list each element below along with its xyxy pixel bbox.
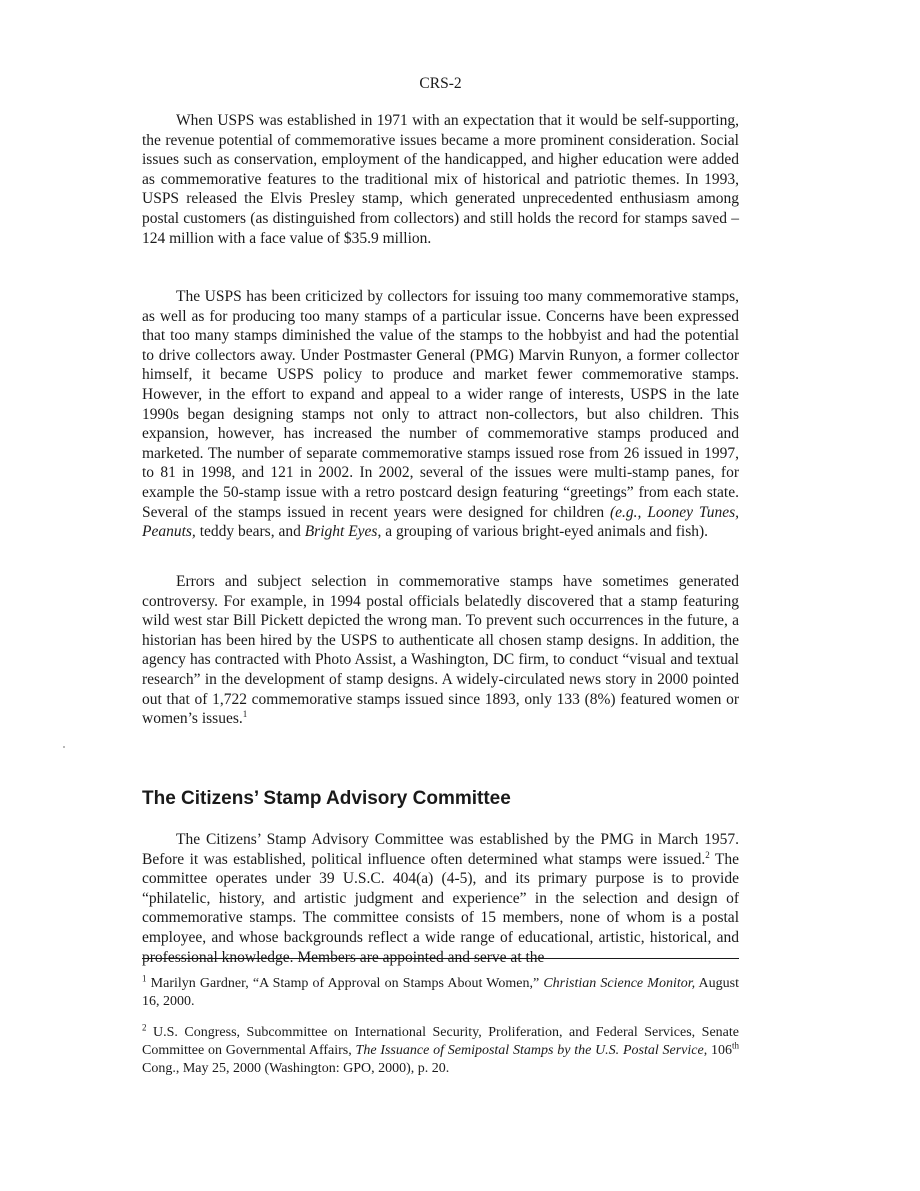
italic-title: Bright Eyes [304,523,378,541]
paragraph-errors-controversy [142,572,739,729]
footnote-divider [142,958,739,959]
footnote-ref-2: 2 [705,849,710,860]
footnote-ordinal: th [732,1040,740,1051]
footnote-text: U.S. Congress, Subcommittee on International Security, Proliferation, and Federal Services, Senate Committee on Governmental Affairs, [142,1025,739,1058]
scan-speck [63,746,65,748]
footnote-ref-1: 1 [242,709,248,719]
paragraph-text: The Citizens’ Stamp Advisory Committee was established by the PMG in March 1957. Before it was established, political influence often determined what stamps were issued. [142,831,739,868]
footnote-2 [142,1024,739,1078]
page-number: CRS-2 [419,75,462,92]
footnote-number: 1 [142,973,147,984]
section-heading: The Citizens’ Stamp Advisory Committee [142,788,511,809]
footnote-number: 2 [142,1022,147,1033]
footnote-text: Cong., May 25, 2000 (Washington: GPO, 2000), p. 20. [142,1061,450,1076]
italic-examples: (e.g., Looney Tunes, Peanuts, [142,503,739,541]
paragraph-text: teddy bears, and [195,523,305,541]
footnote-italic: The Issuance of Semipostal Stamps by the U.S. Postal Service [355,1043,704,1058]
paragraph-advisory-committee [142,830,739,967]
footnote-1 [142,975,739,1011]
paragraph-text: , a grouping of various bright-eyed animals and fish). [377,523,709,541]
paragraph-commemorative-criticism [142,287,739,542]
footnote-text: August 16, 2000. [142,976,739,1009]
paragraph-text: The committee operates under 39 U.S.C. 404(a) (4-5), and its primary purpose is to provide “philatelic, history, and artistic judgment and experience” in the selection and design of commemorative stamps. The committee consists of 15 members, none of whom is a postal employee, and whose backgrounds reflect a wide range of educational, artistic, historical, and professional knowledge. Members are appointed and serve at the [142,850,739,966]
paragraph-text: Errors and subject selection in commemorative stamps have sometimes generated controversy. For example, in 1994 postal officials belatedly discovered that a stamp featuring wild west star Bill Pickett depicted the wrong man. To prevent such occurrences in the future, a historian has been hired by the USPS to authenticate all chosen stamp designs. In addition, the agency has contracted with Photo Assist, a Washington, DC firm, to conduct “visual and textual research” in the development of stamp designs. A widely-circulated news story in 2000 pointed out that of 1,722 commemorative stamps issued since 1893, only 133 (8%) featured women or women’s issues. [142,573,739,728]
footnote-text: Marilyn Gardner, “A Stamp of Approval on Stamps About Women,” [146,976,544,991]
paragraph-usps-establishment: When USPS was established in 1971 with an expectation that it would be self-supporting, the revenue potential of commemorative issues became a more prominent consideration. Social issues such as conservation, employment of the handicapped, and higher education were added as commemorative features to the traditional mix of historical and patriotic themes. In 1993, USPS released the Elvis Presley stamp, which generated unprecedented enthusiasm among postal customers (as distinguished from collectors) and still holds the record for stamps saved – 124 million with a face value of $35.9 million. [142,112,739,247]
footnote-italic: Christian Science Monitor, [543,976,696,991]
footnote-text: , 106 [703,1043,732,1058]
paragraph-text: The USPS has been criticized by collectors for issuing too many commemorative stamps, as well as for producing too many stamps of a particular issue. Concerns have been expressed that too many stamps diminished the value of the stamps to the hobbyist and had the potential to drive collectors away. Under Postmaster General (PMG) Marvin Runyon, a former collector himself, it became USPS policy to produce and market fewer commemorative stamps. However, in the effort to expand and appeal to a wider range of interests, USPS in the late 1990s began designing stamps not only to attract non-collectors, but also children. This expansion, however, has increased the number of commemorative stamps produced and marketed. The number of separate commemorative stamps issued rose from 26 issued in 1997, to 81 in 1998, and 121 in 2002. In 2002, several of the issues were multi-stamp panes, for example the 50-stamp issue with a retro postcard design featuring “greetings” from each state. Several of the stamps issued in recent years were designed for children [142,288,739,521]
